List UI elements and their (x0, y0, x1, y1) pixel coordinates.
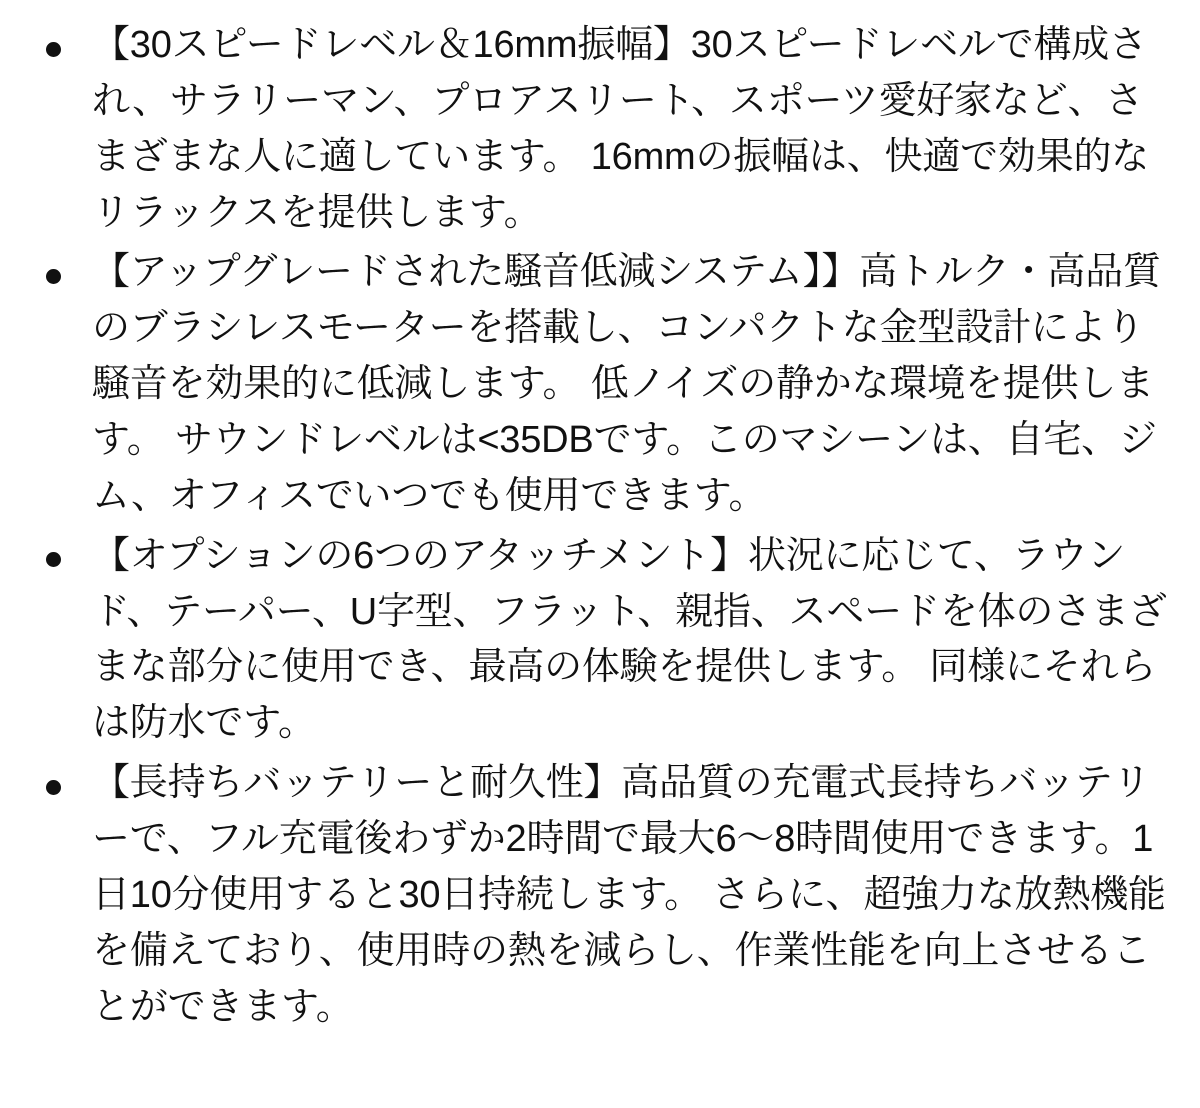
bullet-point-icon (46, 269, 61, 284)
list-item-text: 【アップグレードされた騒音低減システム】】高トルク・高品質のブラシレスモーターを搭載し、コンパクトな金型設計により騒音を効果的に低減します。 低ノイズの静かな環境を提供します。 サウンドレベルは<35DBです。このマシーンは、自宅、ジム、オフィスでいつでも使用できます。 (92, 251, 1161, 517)
list-item-text: 【30スピードレベル＆16mm振幅】30スピードレベルで構成され、サラリーマン、プロアスリート、スポーツ愛好家など、さまざまな人に適しています。 16mmの振幅は、快適で効果的なリラックスを提供します。 (92, 24, 1150, 234)
list-item-text: 【オプションの6つのアタッチメント】状況に応じて、ラウンド、テーパー、U字型、フラット、親指、スペードを体のさまざまな部分に使用でき、最高の体験を提供します。 同様にそれらは防水です。 (92, 534, 1167, 745)
list-item (30, 756, 1170, 1035)
bullet-point-icon (46, 780, 61, 795)
feature-bullet-list (30, 18, 1170, 1035)
list-item (30, 529, 1170, 752)
list-item-text: 【長持ちバッテリーと耐久性】高品質の充電式長持ちバッテリーで、フル充電後わずか2時間で最大6〜8時間使用できます。1日10分使用すると30日持続します。 さらに、超強力な放熱機能を備えており、使用時の熱を減らし、作業性能を向上させることができます。 (92, 762, 1166, 1028)
list-item (30, 245, 1170, 524)
list-item (30, 18, 1170, 241)
bullet-point-icon (46, 552, 61, 567)
bullet-point-icon (46, 42, 61, 57)
